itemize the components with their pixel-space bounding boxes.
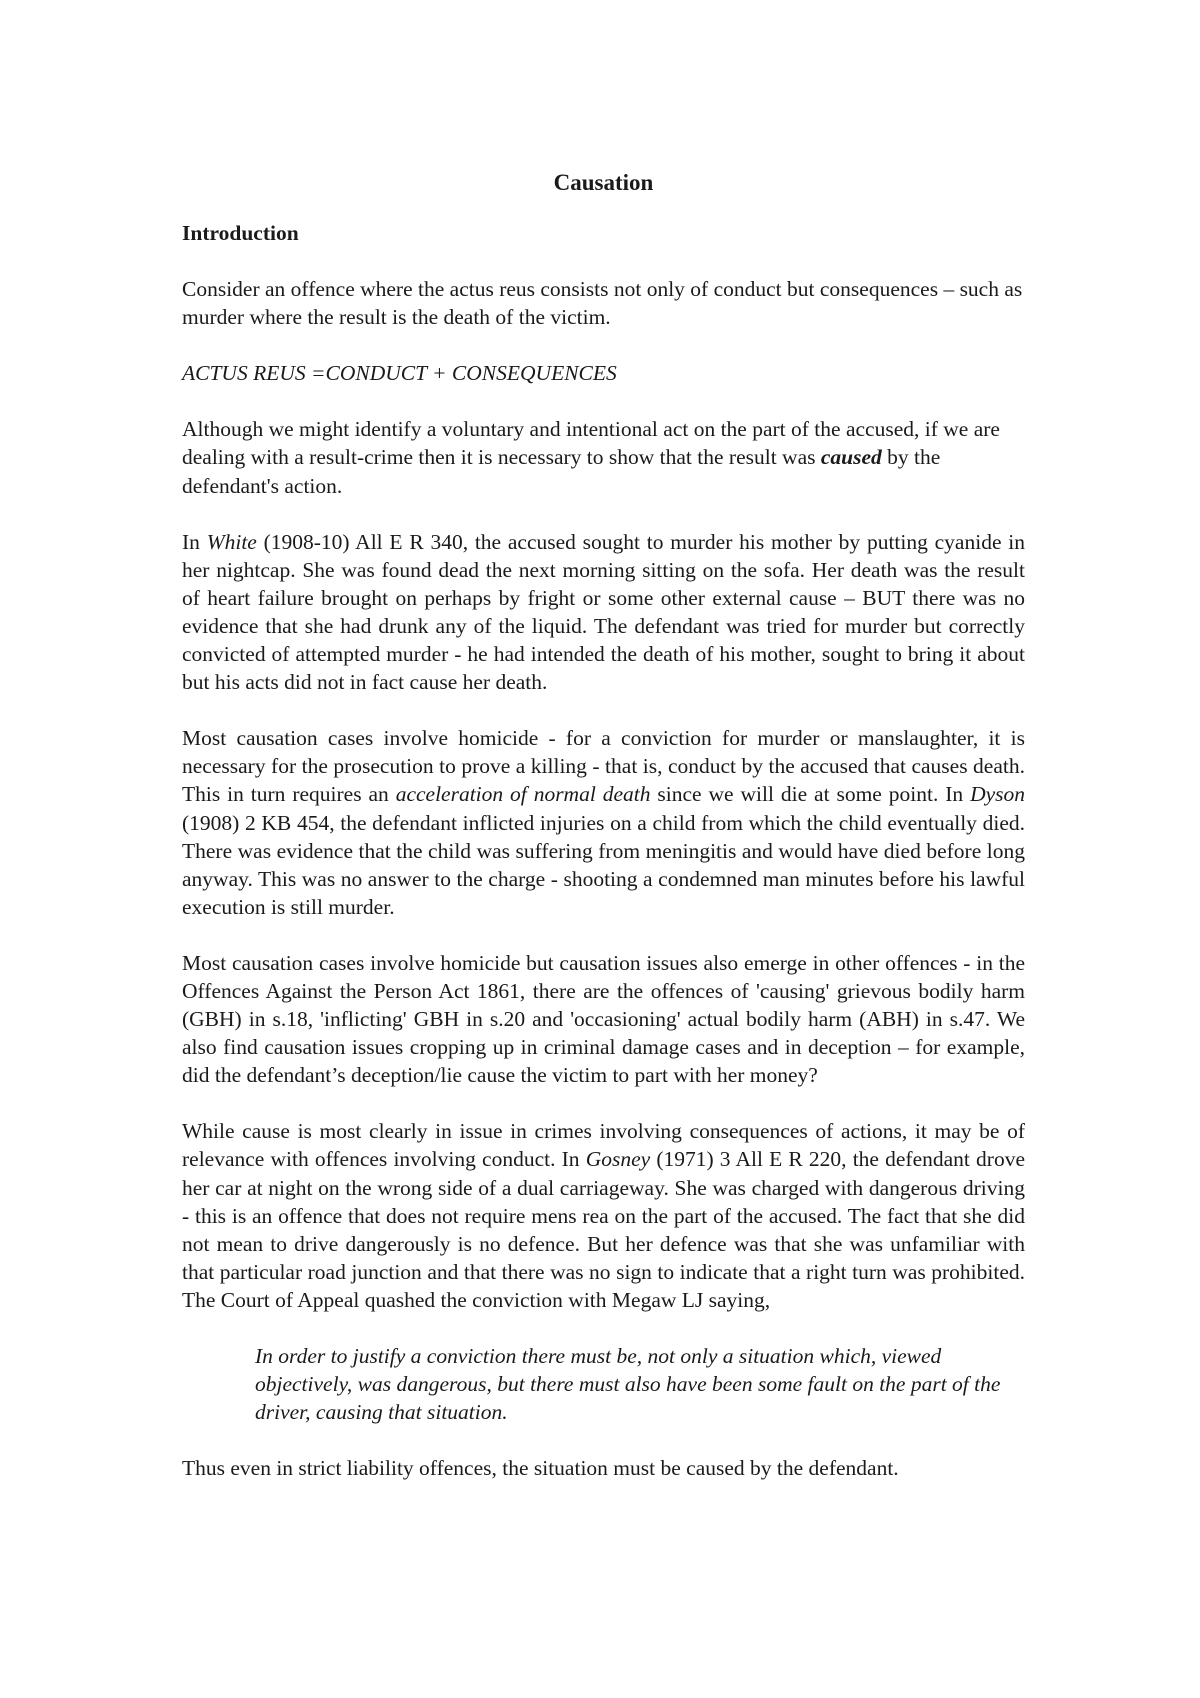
paragraph-gosney-case	[182, 1117, 1025, 1314]
paragraph-dyson-case	[182, 724, 1025, 921]
paragraph-white-case	[182, 528, 1025, 697]
text-span: Most causation cases involve homicide - for a conviction for murder or manslaughter, it is necessary for the prosecution to prove a killing - that is, conduct by the accused that causes death. This in turn requires an	[182, 726, 1025, 807]
text-span: Although we might identify a voluntary and intentional act on the part of the accused, if we are dealing with a result-crime then it is necessary to show that the result was	[182, 417, 1000, 470]
section-heading: Introduction	[182, 221, 299, 245]
paragraph-conclusion: Thus even in strict liability offences, the situation must be caused by the defendant.	[182, 1456, 899, 1481]
case-name-white: White	[206, 529, 257, 554]
text-span: (1908) 2 KB 454, the defendant inflicted injuries on a child from which the child eventually died. There was evidence that the child was suffering from meningitis and would have died before long anyway. This was no answer to the charge - shooting a condemned man minutes before his lawful execution is still murder.	[182, 810, 1025, 919]
paragraph-result-crime	[182, 415, 1025, 499]
document-title: Causation	[553, 170, 654, 195]
text-span: (1908-10) All E R 340, the accused sought to murder his mother by putting cyanide in her nightcap. She was found dead the next morning sitting on the sofa. Her death was the result of heart failure brought on perhaps by fright or some other external cause – BUT there was no evidence that she had drunk any of the liquid. The defendant was tried for murder but correctly convicted of attempted murder - he had intended the death of his mother, sought to bring it about but his acts did not in fact cause her death.	[182, 529, 1025, 695]
text-span: (1971) 3 All E R 220, the defendant drove her car at night on the wrong side of a dual carriageway. She was charged with dangerous driving - this is an offence that does not require mens rea on the part of the accused. The fact that she did not mean to drive dangerously is no defence. But her defence was that she was unfamiliar with that particular road junction and that there was no sign to indicate that a right turn was prohibited. The Court of Appeal quashed the conviction with Megaw LJ saying,	[182, 1147, 1025, 1312]
block-quote: In order to justify a conviction there must be, not only a situation which, viewed objectively, was dangerous, but there must also have been some fault on the part of the driver, causing that situation.	[255, 1344, 1001, 1425]
paragraph-intro: Consider an offence where the actus reus consists not only of conduct but consequences – such as murder where the result is the death of the victim.	[182, 277, 1023, 330]
emphasis-caused: caused	[820, 445, 882, 470]
italic-phrase: acceleration of normal death	[395, 782, 651, 807]
formula-line: ACTUS REUS =CONDUCT + CONSEQUENCES	[182, 361, 617, 386]
document-page	[182, 168, 1025, 1510]
text-span: While cause is most clearly in issue in crimes involving consequences of actions, it may be of relevance with offences involving conduct. In	[182, 1119, 1025, 1172]
case-name-gosney: Gosney	[585, 1147, 651, 1172]
paragraph-other-offences: Most causation cases involve homicide but causation issues also emerge in other offences - in the Offences Against the Person Act 1861, there are the offences of 'causing' grievous bodily harm (GBH) in s.18, 'inflicting' GBH in s.20 and 'occasioning' actual bodily harm (ABH) in s.47. We also find causation issues cropping up in criminal damage cases and in deception – for example, did the defendant’s deception/lie cause the victim to part with her money?	[182, 950, 1025, 1088]
text-span: In	[182, 529, 207, 554]
case-name-dyson: Dyson	[970, 782, 1025, 807]
text-span: since we will die at some point. In	[650, 782, 971, 807]
text-span: by the defendant's action.	[182, 445, 941, 498]
